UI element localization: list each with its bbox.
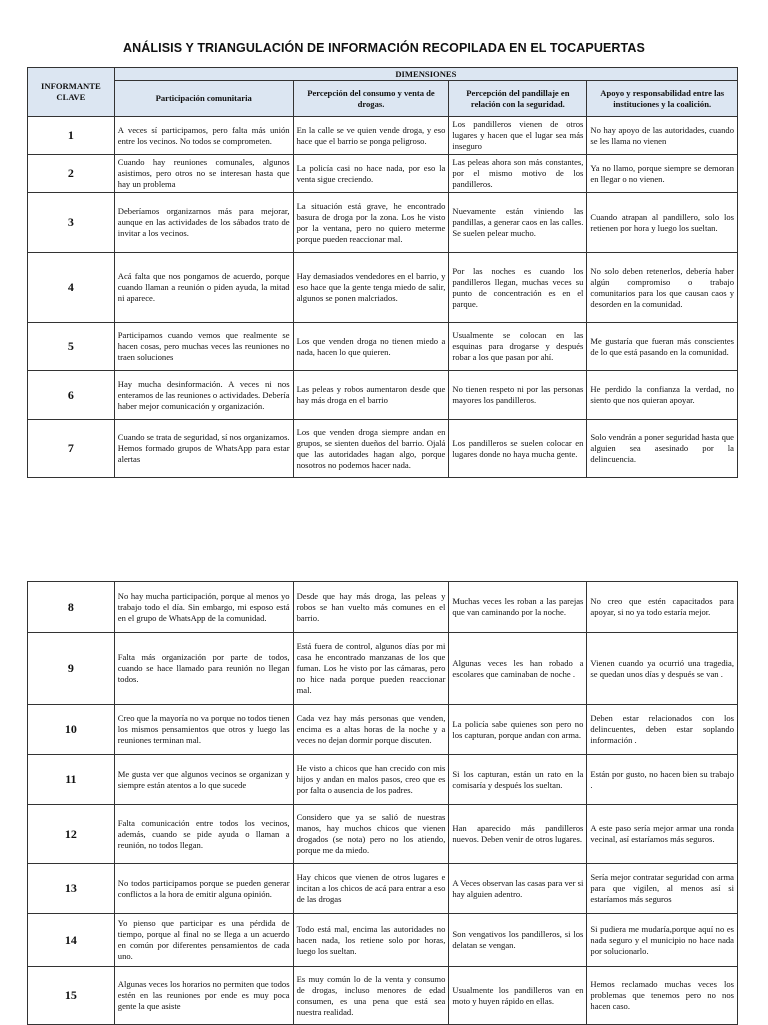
cell-participacion: Cuando se trata de seguridad, sí nos organizamos. Hemos formado grupos de WhatsApp para estar alertas (114, 420, 293, 478)
cell-pandillaje: Los pandilleros vienen de otros lugares y hacen que el lugar sea más inseguro (449, 117, 587, 155)
cell-drogas: Hay demasiados vendedores en el barrio, y eso hace que la gente tenga miedo de salir, algunos se ponen malcriados. (293, 253, 449, 323)
table-row (28, 371, 738, 420)
cell-apoyo: Están por gusto, no hacen bien su trabajo . (587, 755, 738, 805)
table-row (28, 117, 738, 155)
table-row (28, 805, 738, 864)
cell-apoyo: No solo deben retenerlos, debería haber algún compromiso o trabajo comunitarios para los que causan caos y desorden en la comunidad. (587, 253, 738, 323)
informante-number: 5 (28, 323, 115, 371)
cell-participacion: Deberíamos organizarnos más para mejorar, aunque en las actividades de los sábados trato de invitar a los vecinos. (114, 193, 293, 253)
cell-participacion: Yo pienso que participar es una pérdida de tiempo, porque al final no se llega a un acuerdo en común por diferentes pensamientos de cada uno. (114, 914, 293, 967)
cell-pandillaje: Nuevamente están viniendo las pandillas, a generar caos en las calles. Se suelen pelear mucho. (449, 193, 587, 253)
table-row (28, 193, 738, 253)
table-row (28, 253, 738, 323)
cell-apoyo: Deben estar relacionados con los delincuentes, deben estar soplando información . (587, 705, 738, 755)
table-row (28, 582, 738, 633)
cell-drogas: Las peleas y robos aumentaron desde que hay más droga en el barrio (293, 371, 449, 420)
cell-drogas: La situación está grave, he encontrado basura de droga por la zona. Los he visto por la ventana, pero no quiero meterme porque pueden reaccionar mal. (293, 193, 449, 253)
cell-pandillaje: La policía sabe quienes son pero no los capturan, porque andan con arma. (449, 705, 587, 755)
cell-drogas: La policía casi no hace nada, por eso la venta sigue creciendo. (293, 155, 449, 193)
column-header-drogas: Percepción del consumo y venta de drogas. (293, 81, 449, 117)
cell-drogas: He visto a chicos que han crecido con mis hijos y andan en malos pasos, creo que es por falta o ausencia de los padres. (293, 755, 449, 805)
cell-participacion: No todos participamos porque se pueden generar conflictos a la hora de emitir alguna opinión. (114, 864, 293, 914)
cell-pandillaje: Las peleas ahora son más constantes, por el mismo motivo de los pandilleros. (449, 155, 587, 193)
column-header-apoyo: Apoyo y responsabilidad entre las instituciones y la coalición. (587, 81, 738, 117)
cell-pandillaje: Muchas veces les roban a las parejas que van caminando por la noche. (449, 582, 587, 633)
cell-pandillaje: Usualmente se colocan en las esquinas para drogarse y después robar a los que pasan por ahí. (449, 323, 587, 371)
informante-number: 6 (28, 371, 115, 420)
informante-number: 13 (28, 864, 115, 914)
cell-participacion: Cuando hay reuniones comunales, algunos asistimos, pero otros no se interesan hasta que hay un problema (114, 155, 293, 193)
cell-participacion: Algunas veces los horarios no permiten que todos estén en las reuniones por ende es muy poca gente la que asiste (114, 967, 293, 1025)
cell-participacion: Falta comunicación entre todos los vecinos, además, cuando se pide ayuda o llaman a reunión, no todos llegan. (114, 805, 293, 864)
informante-number: 7 (28, 420, 115, 478)
cell-participacion: Participamos cuando vemos que realmente se hacen cosas, pero muchas veces las reuniones no traen soluciones (114, 323, 293, 371)
informante-number: 15 (28, 967, 115, 1025)
cell-apoyo: Vienen cuando ya ocurrió una tragedia, se quedan unos días y después se van . (587, 633, 738, 705)
table-row (28, 633, 738, 705)
cell-apoyo: No hay apoyo de las autoridades, cuando se les llama no vienen (587, 117, 738, 155)
cell-drogas: Todo está mal, encima las autoridades no hacen nada, los retiene solo por horas, luego los sueltan. (293, 914, 449, 967)
informante-number: 11 (28, 755, 115, 805)
cell-participacion: Falta más organización por parte de todos, cuando se hace llamado para reunión no llegan todos. (114, 633, 293, 705)
informante-number: 2 (28, 155, 115, 193)
table-row (28, 323, 738, 371)
cell-drogas: Es muy común lo de la venta y consumo de drogas, incluso menores de edad consumen, es una pena que está sea nuestra realidad. (293, 967, 449, 1025)
cell-pandillaje: Por las noches es cuando los pandilleros llegan, muchas veces su punto de concentración es en el parque. (449, 253, 587, 323)
cell-apoyo: Me gustaría que fueran más conscientes de lo que está pasando en la comunidad. (587, 323, 738, 371)
cell-apoyo: Si pudiera me mudaría,porque aquí no es nada seguro y el municipio no hace nada por solucionarlo. (587, 914, 738, 967)
cell-participacion: Creo que la mayoría no va porque no todos tienen los mismos pensamientos que otros y luego las reuniones terminan mal. (114, 705, 293, 755)
table-row (28, 755, 738, 805)
cell-pandillaje: Usualmente los pandilleros van en moto y huyen rápido en ellas. (449, 967, 587, 1025)
dimensiones-header: DIMENSIONES (114, 68, 737, 81)
cell-apoyo: Hemos reclamado muchas veces los problemas que tenemos pero no nos hacen caso. (587, 967, 738, 1025)
cell-participacion: A veces sí participamos, pero falta más unión entre los vecinos. No todos se comprometen. (114, 117, 293, 155)
informante-number: 14 (28, 914, 115, 967)
cell-apoyo: No creo que estén capacitados para apoyar, si no ya todo estaría mejor. (587, 582, 738, 633)
table-row (28, 967, 738, 1025)
cell-apoyo: Ya no llamo, porque siempre se demoran en llegar o no vienen. (587, 155, 738, 193)
informante-number: 3 (28, 193, 115, 253)
cell-drogas: Hay chicos que vienen de otros lugares e incitan a los chicos de acá para entrar a eso de las drogas (293, 864, 449, 914)
triangulation-table (27, 67, 738, 478)
cell-participacion: Acá falta que nos pongamos de acuerdo, porque cuando llaman a reunión o piden ayuda, la mitad ni aparece. (114, 253, 293, 323)
informante-number: 9 (28, 633, 115, 705)
cell-pandillaje: Algunas veces les han robado a escolares que caminaban de noche . (449, 633, 587, 705)
cell-apoyo: A este paso sería mejor armar una ronda vecinal, así estaríamos más seguros. (587, 805, 738, 864)
cell-pandillaje: Los pandilleros se suelen colocar en lugares donde no haya mucha gente. (449, 420, 587, 478)
cell-pandillaje: Han aparecido más pandilleros nuevos. Deben venir de otros lugares. (449, 805, 587, 864)
table-row (28, 155, 738, 193)
cell-drogas: En la calle se ve quien vende droga, y eso hace que el barrio se ponga peligroso. (293, 117, 449, 155)
informante-header: INFORMANTE CLAVE (28, 68, 115, 117)
informante-number: 8 (28, 582, 115, 633)
cell-pandillaje: No tienen respeto ni por las personas mayores los pandilleros. (449, 371, 587, 420)
cell-drogas: Cada vez hay más personas que venden, encima es a altas horas de la noche y a veces no dejan dormir porque discuten. (293, 705, 449, 755)
cell-apoyo: Cuando atrapan al pandillero, solo los retienen por hora y luego los sueltan. (587, 193, 738, 253)
informante-number: 1 (28, 117, 115, 155)
informante-number: 4 (28, 253, 115, 323)
cell-pandillaje: A Veces observan las casas para ver si hay alguien adentro. (449, 864, 587, 914)
column-header-pandillaje: Percepción del pandillaje en relación con la seguridad. (449, 81, 587, 117)
cell-participacion: Me gusta ver que algunos vecinos se organizan y siempre están atentos a lo que sucede (114, 755, 293, 805)
page-title: ANÁLISIS Y TRIANGULACIÓN DE INFORMACIÓN RECOPILADA EN EL TOCAPUERTAS (123, 41, 645, 55)
table-row (28, 864, 738, 914)
informante-number: 12 (28, 805, 115, 864)
table-row (28, 420, 738, 478)
cell-apoyo: Solo vendrán a poner seguridad hasta que alguien sea asesinado por la delincuencia. (587, 420, 738, 478)
cell-drogas: Está fuera de control, algunos días por mi casa he encontrado manzanas de los que fuman. Los he visto por las cámaras, pero no hice nada porque pueden reaccionar mal. (293, 633, 449, 705)
informante-number: 10 (28, 705, 115, 755)
column-header-participacion: Participación comunitaria (114, 81, 293, 117)
table-row (28, 705, 738, 755)
cell-drogas: Considero que ya se salió de nuestras manos, hay muchos chicos que vienen drogados (se nota) pero no los atiendo, porque me da miedo. (293, 805, 449, 864)
cell-participacion: No hay mucha participación, porque al menos yo trabajo todo el día. Sin embargo, mi esposo está en el grupo de WhatsApp de la comunidad. (114, 582, 293, 633)
cell-participacion: Hay mucha desinformación. A veces ni nos enteramos de las reuniones o actividades. Debería haber mejor comunicación y organización. (114, 371, 293, 420)
cell-apoyo: He perdido la confianza la verdad, no siento que nos quieran apoyar. (587, 371, 738, 420)
cell-drogas: Desde que hay más droga, las peleas y robos se han vuelto más comunes en el barrio. (293, 582, 449, 633)
cell-pandillaje: Son vengativos los pandilleros, si los delatan se vengan. (449, 914, 587, 967)
cell-drogas: Los que venden droga no tienen miedo a nada, hacen lo que quieren. (293, 323, 449, 371)
cell-drogas: Los que venden droga siempre andan en grupos, se sienten dueños del barrio. Ojalá que las autoridades hagan algo, porque nosotros no podemos hacer nada. (293, 420, 449, 478)
triangulation-table-continued (27, 581, 738, 1025)
cell-apoyo: Sería mejor contratar seguridad con arma para que vigilen, al menos así si estaríamos más seguros (587, 864, 738, 914)
cell-pandillaje: Si los capturan, están un rato en la comisaría y después los sueltan. (449, 755, 587, 805)
table-row (28, 914, 738, 967)
